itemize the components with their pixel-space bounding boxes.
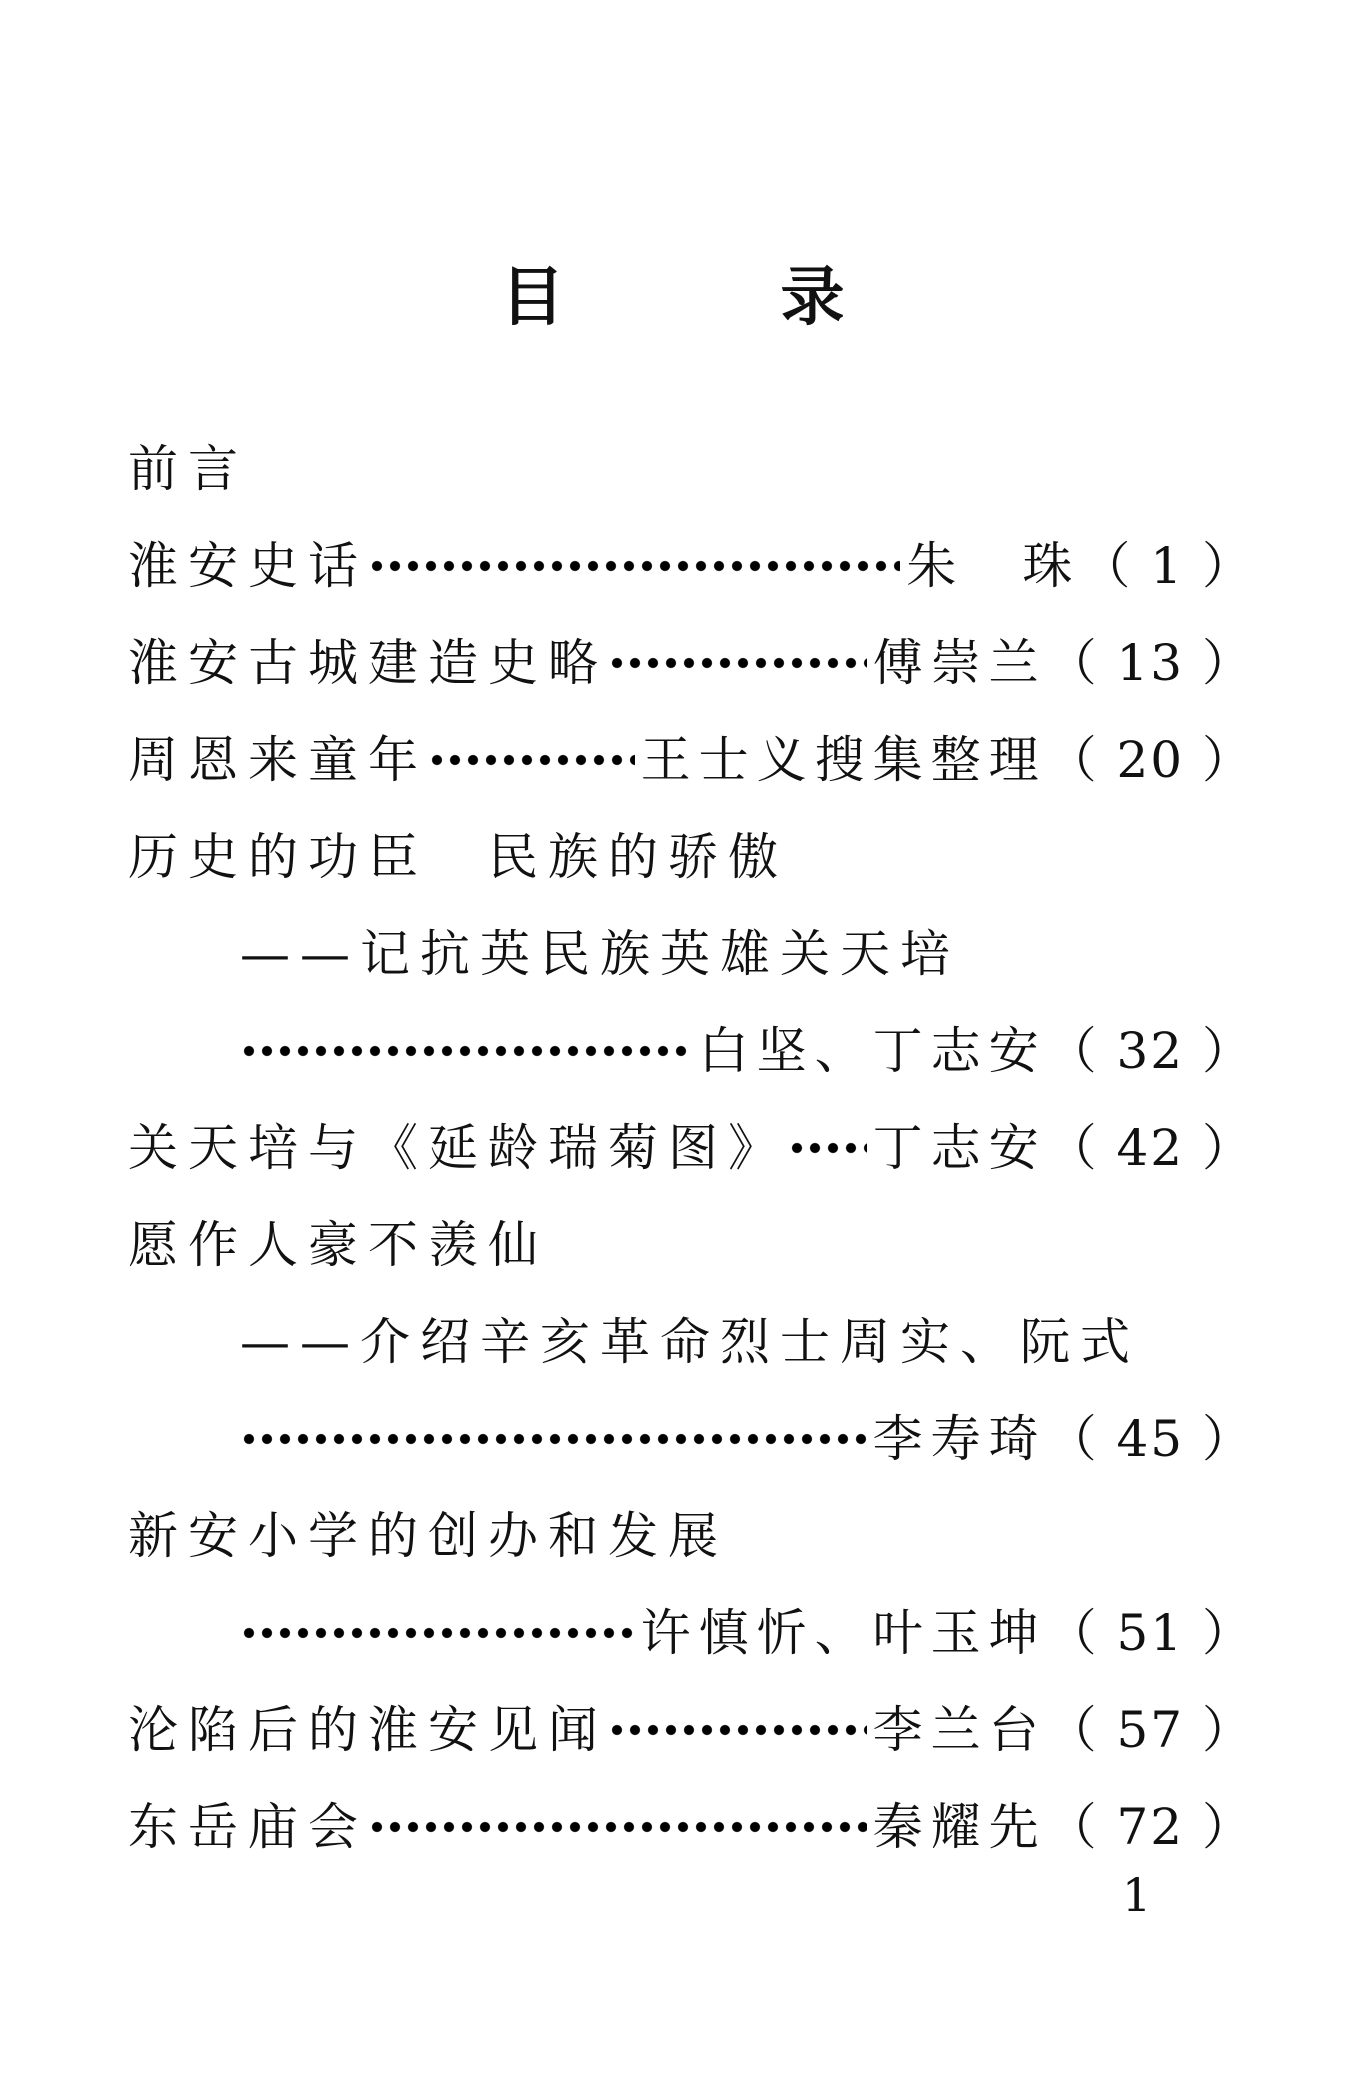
entry-author: 白坚、丁志安 bbox=[698, 1021, 1047, 1080]
entry-subtitle: ——介绍辛亥革命烈士周实、阮式 bbox=[240, 1312, 1140, 1371]
dot-leader bbox=[608, 656, 867, 670]
toc-entry-subtitle bbox=[240, 1293, 1254, 1390]
entry-author: 李寿琦 bbox=[872, 1409, 1047, 1468]
entry-author: 丁志安 bbox=[872, 1118, 1047, 1177]
dot-leader bbox=[240, 1044, 693, 1058]
entry-title: 淮安古城建造史略 bbox=[128, 633, 608, 692]
entry-page-number: （ 13 ） bbox=[1046, 633, 1254, 692]
entry-title: 淮安史话 bbox=[128, 536, 368, 595]
dot-leader bbox=[608, 1723, 867, 1737]
toc-entry-heading bbox=[128, 1196, 1254, 1293]
entry-page-number: （ 45 ） bbox=[1046, 1409, 1254, 1468]
toc-entry bbox=[128, 711, 1254, 808]
toc-entry-foreword bbox=[128, 420, 1254, 517]
dot-leader bbox=[240, 1626, 635, 1640]
dot-leader bbox=[240, 1432, 867, 1446]
toc-entry-continuation bbox=[240, 1584, 1254, 1681]
entry-author: 朱 珠 bbox=[906, 536, 1081, 595]
entry-page-number: （ 32 ） bbox=[1046, 1021, 1254, 1080]
entry-title: 东岳庙会 bbox=[128, 1797, 368, 1856]
entry-page-number: （ 1 ） bbox=[1080, 536, 1254, 595]
entry-page-number: （ 51 ） bbox=[1046, 1603, 1254, 1662]
toc-entry-continuation bbox=[240, 1390, 1254, 1487]
entry-page-number: （ 20 ） bbox=[1046, 730, 1254, 789]
entry-title: 历史的功臣 民族的骄傲 bbox=[128, 827, 788, 886]
toc-entry-continuation bbox=[240, 1002, 1254, 1099]
toc-entry bbox=[128, 1099, 1254, 1196]
entry-author: 王士义搜集整理 bbox=[640, 730, 1047, 789]
entry-title: 关天培与《延龄瑞菊图》 bbox=[128, 1118, 788, 1177]
entry-author: 许慎忻、叶玉坤 bbox=[640, 1603, 1047, 1662]
dot-leader bbox=[368, 1820, 867, 1834]
dot-leader bbox=[428, 753, 635, 767]
entry-title: 沦陷后的淮安见闻 bbox=[128, 1700, 608, 1759]
toc-entry bbox=[128, 614, 1254, 711]
toc-entry-heading bbox=[128, 1487, 1254, 1584]
entry-page-number: （ 42 ） bbox=[1046, 1118, 1254, 1177]
dot-leader bbox=[788, 1141, 867, 1155]
entry-author: 傅崇兰 bbox=[872, 633, 1047, 692]
entry-page-number: （ 57 ） bbox=[1046, 1700, 1254, 1759]
entry-author: 秦耀先 bbox=[872, 1797, 1047, 1856]
folio-page-number: 1 bbox=[1122, 1868, 1152, 1922]
toc-entry-heading bbox=[128, 808, 1254, 905]
toc-entry bbox=[128, 517, 1254, 614]
page-title: 目 录 bbox=[500, 260, 851, 335]
entry-title: 周恩来童年 bbox=[128, 730, 428, 789]
entry-page-number: （ 72 ） bbox=[1046, 1797, 1254, 1856]
entry-subtitle: ——记抗英民族英雄关天培 bbox=[240, 924, 960, 983]
dot-leader bbox=[368, 559, 900, 573]
toc-entry bbox=[128, 1778, 1254, 1875]
entry-title: 前言 bbox=[128, 439, 248, 498]
entry-title: 新安小学的创办和发展 bbox=[128, 1506, 728, 1565]
entry-author: 李兰台 bbox=[872, 1700, 1047, 1759]
toc-entry bbox=[128, 1681, 1254, 1778]
toc-entry-subtitle bbox=[240, 905, 1254, 1002]
entry-title: 愿作人豪不羡仙 bbox=[128, 1215, 548, 1274]
toc-list bbox=[0, 420, 1351, 1875]
